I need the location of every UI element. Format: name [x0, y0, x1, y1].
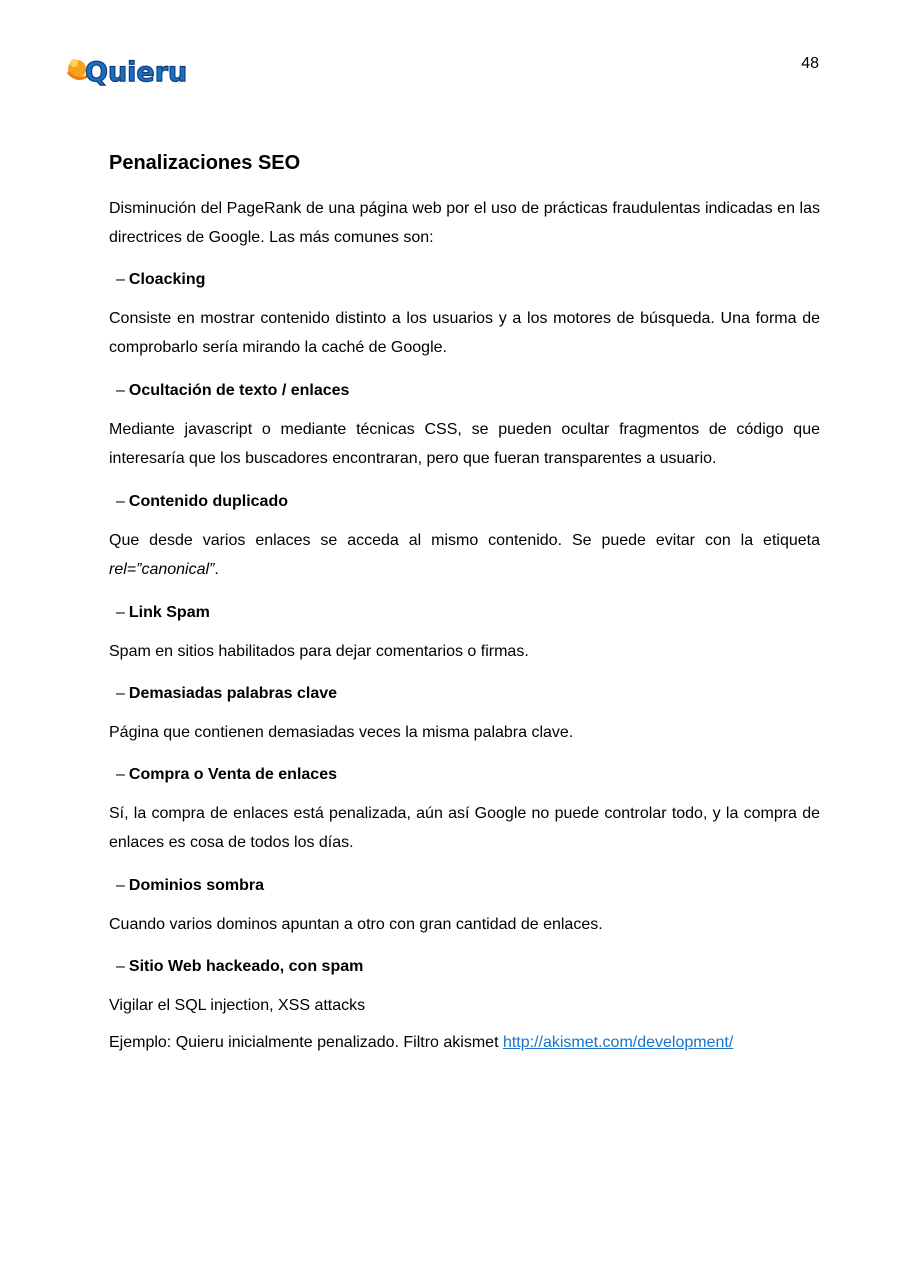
document-body [109, 150, 820, 1057]
penalty-item-duplicate-content [109, 492, 820, 584]
item-description: Vigilar el SQL injection, XSS attacks [109, 997, 366, 1014]
item-title: Cloacking [128, 271, 206, 288]
dash-bullet: – [116, 493, 125, 510]
dash-bullet: – [116, 271, 125, 288]
item-title: Dominios sombra [128, 877, 265, 894]
item-description: Spam en sitios habilitados para dejar comentarios o firmas. [109, 643, 529, 660]
dash-bullet: – [116, 685, 125, 702]
quieru-logo [64, 50, 188, 96]
example-paragraph: Ejemplo: Quieru inicialmente penalizado. Filtro akismet http://akismet.com/development/ [109, 1034, 734, 1051]
dash-bullet: – [116, 604, 125, 621]
penalty-item-cloacking [109, 270, 820, 362]
item-description: Sí, la compra de enlaces está penalizada, aún así Google no puede controlar todo, y la compra de enlaces es cosa de todos los días. [109, 805, 820, 851]
item-title: Demasiadas palabras clave [128, 685, 338, 702]
akismet-link[interactable]: http://akismet.com/development/ [502, 1034, 734, 1051]
quieru-logo-graphic [64, 50, 188, 96]
penalty-item-hacked-site [109, 957, 820, 1057]
intro-paragraph: Disminución del PageRank de una página web por el uso de prácticas fraudulentas indicadas en las directrices de Google. Las más comunes son: [109, 200, 820, 246]
penalty-item-hidden-text [109, 381, 820, 473]
canonical-tag: rel=”canonical” [109, 561, 215, 578]
item-description: Que desde varios enlaces se acceda al mismo contenido. Se puede evitar con la etiqueta rel=”canonical”. [109, 532, 820, 578]
item-title: Compra o Venta de enlaces [128, 766, 337, 783]
item-title: Contenido duplicado [128, 493, 288, 510]
item-description: Mediante javascript o mediante técnicas CSS, se pueden ocultar fragmentos de código que interesaría que los buscadores encontraran, pero que fueran transparentes a usuario. [109, 421, 820, 467]
item-title: Link Spam [128, 604, 210, 621]
item-description: Página que contienen demasiadas veces la misma palabra clave. [109, 724, 574, 741]
penalty-item-link-spam [109, 603, 820, 666]
item-description: Cuando varios dominos apuntan a otro con gran cantidad de enlaces. [109, 916, 603, 933]
dash-bullet: – [116, 382, 125, 399]
section-title: Penalizaciones SEO [109, 152, 301, 174]
penalty-item-keywords [109, 684, 820, 747]
item-description: Consiste en mostrar contenido distinto a los usuarios y a los motores de búsqueda. Una forma de comprobarlo sería mirando la caché de Google. [109, 310, 820, 356]
dash-bullet: – [116, 958, 125, 975]
svg-text:Quieru: Quieru [85, 57, 188, 88]
page-number: 48 [801, 55, 819, 72]
item-title: Ocultación de texto / enlaces [128, 382, 350, 399]
item-title: Sitio Web hackeado, con spam [128, 958, 364, 975]
penalty-item-link-buying [109, 765, 820, 857]
dash-bullet: – [116, 877, 125, 894]
penalty-item-shadow-domains [109, 876, 820, 939]
dash-bullet: – [116, 766, 125, 783]
